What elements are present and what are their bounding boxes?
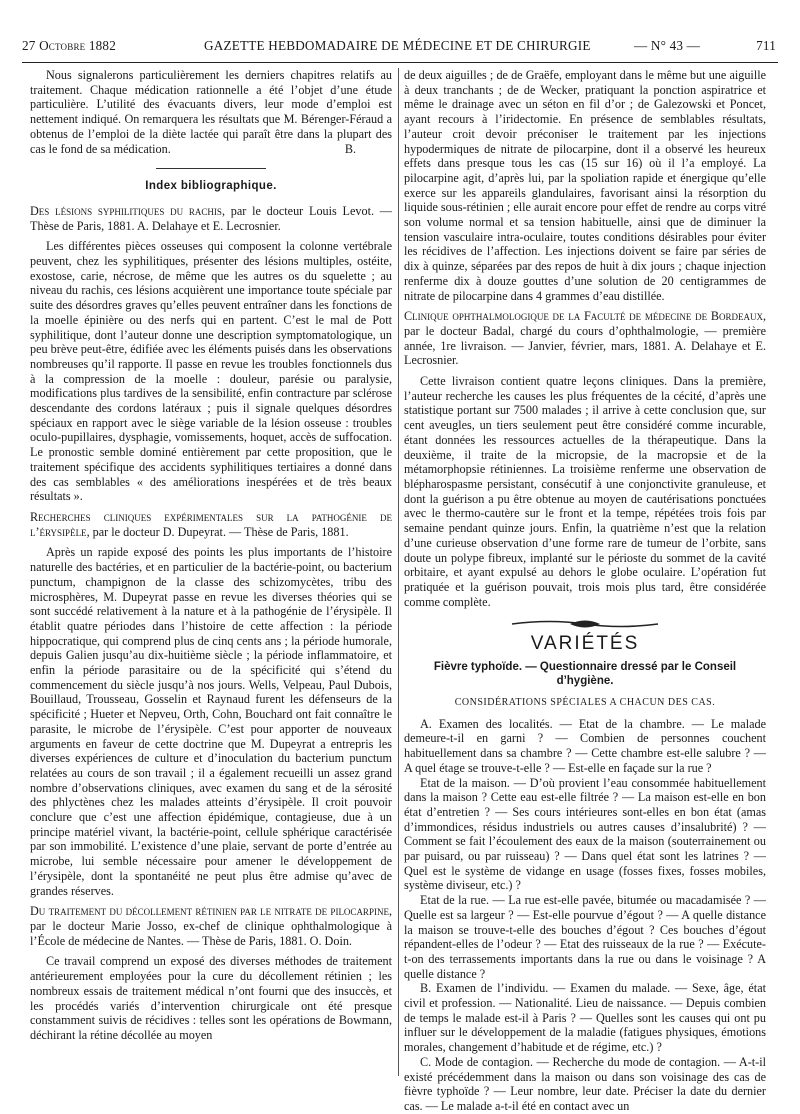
entry-citation-levot: , par le docteur Louis Levot. — Thèse de Paris, 1881. A. Delahaye et E. Lecrosnier. [30, 203, 392, 233]
entry-title-josso: Du traitement du décollement rétinien par le nitrate de pilocarpine [30, 904, 389, 919]
entry-body-josso: Ce travail comprend un exposé des diverses méthodes de traitement antérieurement employées pour la cure du décollement rétinien ; les nombreux essais de traitement médical n’ont fourni que des insuccès, et les procédés variés d’intervention chirurgicale ont été presque constamment suivis de récidives : telles sont les opérations de Bowmann, déchirant la rétine décollée au moyen [30, 954, 392, 1042]
entry-heading-dupeyrat [30, 510, 392, 539]
left-column [30, 68, 392, 1076]
paragraph-rue: Etat de la rue. — La rue est-elle pavée, bitumée ou macadamisée ? — Quelle est sa largeur ? — Est-elle pourvue d’égout ? — A quelle distance la maison se trouve-t-elle des bouches d’égout ? Ces bouches d’égout répandent-elles de l’odeur ? — Etat des ruisseaux de la rue ? — Exécute-t-on des terrassements importants dans la rue ou dans le voisinage ? A quelle distance ? [404, 893, 766, 981]
entry-citation-badal: , par le docteur Badal, chargé du cours d’ophthalmologie, — première année, 1re livraison. — Janvier, février, mars, 1881. A. Delahaye et E. Lecrosnier. [404, 309, 766, 368]
right-column [404, 68, 766, 1113]
considerations-subheading: CONSIDÉRATIONS SPÉCIALES A CHACUN DES CAS. [454, 697, 716, 709]
header-rule [22, 62, 778, 63]
entry-citation-josso: , par le docteur Marie Josso, ex-chef de clinique ophthalmologique à l’École de médecine de Nantes. — Thèse de Paris, 1881. O. Doin. [30, 904, 392, 948]
varietes-heading: VARIÉTÉS [530, 633, 640, 655]
paragraph-individu: B. Examen de l’individu. — Examen du malade. — Sexe, âge, état civil et profession. — Nationalité. Lieu de naissance. — Depuis combien de temps le malade est-il à Paris ? — Quelles sont les causes qui ont pu influer sur le développement de la maladie (fatigues physiques, émotions morales, changement d’habitude et de régime, etc.) ? [404, 981, 766, 1055]
fievre-typhoide-heading: Fièvre typhoïde. — Questionnaire dressé par le Conseil d’hygiène. [433, 661, 737, 688]
issue-number: — N° 43 — [634, 38, 701, 53]
running-header [22, 38, 778, 60]
entry-body-badal: Cette livraison contient quatre leçons cliniques. Dans la première, l’auteur recherche les causes les plus fréquentes de la cécité, d’après une statistique portant sur 7500 malades ; il arrive à cette conclusion que, sur cent aveugles, un tiers seulement peut être considéré comme incurable, étant données les ressources actuelles de la thérapeutique. Dans la deuxième, il traite de la micropsie, de la macropsie et de la métamorphopsie rétiniennes. La troisième renferme une observation de blépharospasme persistant, consécutif à une conjonctivite granuleuse, et dont la guérison a pu être obtenue au moyen de cautérisations ponctuées avec le thermo-cautère sur le front et la tempe, répétées trois fois par semaine pendant quinze jours. Enfin, la quatrième n’est que la relation d’une curieuse observation d’une forme rare de tumeur de l’orbite, sans doute un polype fibreux, implanté sur le périoste du sommet de la cavité orbitaire, et ayant expulsé au dehors le globe oculaire. L’opération fut pratiquée et la guérison pouvait, trois mois plus tard, être considérée comme complète. [404, 374, 766, 609]
entry-title-dupeyrat: Recherches cliniques expérimentales sur la pathogénie de l’érysipèle [30, 510, 392, 539]
entry-heading-badal [404, 309, 766, 368]
entry-heading-levot [30, 204, 392, 233]
index-title: Index bibliographique. [145, 180, 277, 193]
entry-body-levot: Les différentes pièces osseuses qui composent la colonne vertébrale peuvent, chez les syphilitiques, présenter des lésions multiples, ostéite, exostose, carie, nécrose, de même que les autres os du squelette ; au niveau du rachis, ces lésions acquièrent une importance toute spéciale par suite des désordres graves qu’elles peuvent entraîner dans les fonctions de la moelle épinière ou des nerfs qui en partent. C’est le mal de Pott syphilitique, dont l’auteur donne une description symptomatologique, un peu brève peut-être, édifiée avec les éléments puisés dans les observations nombreuses qu’il rapporte. Il passe en revue les troubles fonctionnels dus à la compression de la moelle : douleur, parésie ou paralysie, modifications plus tardives de la sensibilité, enfin contracture par sclérose descendante des cordons latéraux ; puis il signale quelques désordres spéciaux en rapport avec le siège variable de la lésion osseuse : troubles oculo-pupillaires, dysphagie, vomissements, hoquet, accès de suffocation. Le pronostic semble dominé entièrement par cette proposition, que le traitement spécifique des accidents syphilitiques tertiaires a donné dans des cas semblables « des améliorations inespérées et de très beaux résultats ». [30, 239, 392, 504]
page-number: 711 [756, 38, 776, 53]
journal-title: GAZETTE HEBDOMADAIRE DE MÉDECINE ET DE CHIRURGIE [204, 38, 591, 53]
entry-citation-dupeyrat: , par le docteur D. Dupeyrat. — Thèse de Paris, 1881. [86, 524, 349, 539]
intro-paragraph: Nous signalerons particulièrement les derniers chapitres relatifs au traitement. Chaque médication rationnelle a été l’objet d’une étude particulière. L’utilité des évacuants divers, leur mode d’emploi est nettement indiqué. On remarquera les résultats que M. Bérenger-Féraud a obtenus de l’emploi de la diète lactée qui paraît être dans la plupart des cas le fond de sa médication. [30, 68, 392, 156]
intro-signature: B. [344, 141, 356, 156]
entry-body-dupeyrat: Après un rapide exposé des points les plus importants de l’histoire naturelle des bactéries, et en particulier de la bactérie-point, ou bacterium punctum, champignon de la classe des schizomycètes, tribu des microsphères, M. Dupeyrat passe en revue les diverses théories qui se sont succédé relativement à la nature et à la pathogénie de l’érysipèle. Il établit quatre périodes dans l’histoire de cette affection : la période hippocratique, qui comprend plus de cinq cents ans ; la période humorale, depuis Galien jusqu’au dix-huitième siècle ; la période inflammatoire, et enfin la période parasitaire ou de la spécificité qui s’étend du commencement du siècle jusqu’à nos jours. Wells, Velpeau, Paul Dubois, Bouillaud, Trousseau, Gosselin et Raynaud furent les défenseurs de la spécificité ; Hueter et Nepveu, Orth, Cohn, Bouchard ont fait connaître le parasite, le microbe de l’érysipèle. C’est pour apporter de nouveaux arguments en faveur de cette doctrine que M. Dupeyrat a entrepris les diverses expériences de culture et d’inoculation du bacterium punctum relatées au cours de son travail ; il a également recueilli un assez grand nombre d’observations cliniques, avec examen du sang et de la sérosité des phlyctènes chez les malades atteints d’érysipèle. Il croit pouvoir conclure que c’est une affection épidémique, contagieuse, due à un principe matériel vivant, la bactérie-point, cellule sphérique caractérisée par son immobilité. L’existence d’une plaie, servant de porte d’entrée au microbe, lui semble nécessaire pour amener le développement de l’érysipèle, dont la spontanéité ne peut plus être admise qu’avec de grandes réserves. [30, 545, 392, 898]
paragraph-contagion: C. Mode de contagion. — Recherche du mode de contagion. — A-t-il existé précédemment dans la maison ou dans son voisinage des cas de fièvre typhoïde ? — Leur nombre, leur date. Préciser la date du dernier cas. — Le malade a-t-il été en contact avec un [404, 1054, 766, 1113]
paragraph-localites: A. Examen des localités. — Etat de la chambre. — Le malade demeure-t-il en garni ? — Combien de personnes couchent habituellement dans sa chambre ? — Cette chambre est-elle salubre ? — A quel étage se trouve-t-elle ? — Est-elle en façade sur la rue ? [404, 716, 766, 775]
section-rule [156, 168, 266, 169]
paragraph-maison: Etat de la maison. — D’où provient l’eau consommée habituellement dans la maison ? Cette eau est-elle filtrée ? — La maison est-elle en bon état d’entretien ? — Ses cours intérieures sont-elles en bon état (amas d’immondices, résidus industriels ou autres causes d’insalubrité) ? — Comment se fait l’écoulement des eaux de la maison (souterrainement ou par puisard, ou par ruisseau) ? — Dans quel état sont les latrines ? — Quel est le système de vidange en usage (fosses fixes, fosses mobiles, système diviseur, etc.) ? [404, 775, 766, 893]
entry-title-levot: Des lésions syphilitiques du rachis [30, 203, 222, 218]
column-divider [398, 68, 399, 1076]
entry-body-josso-continued: de deux aiguilles ; de de Graëfe, employant dans le même but une aiguille à deux tranchants ; de de Wecker, pratiquant la ponction aspiratrice et même le drainage avec un séton en fil d’or ; de Galezowski et Poncet, ayant recours à l’iridectomie. En présence de semblables résultats, l’auteur croit devoir préconiser le traitement par les injections hypodermiques de nitrate de pilocarpine, dont il a observé les heureux effets dans presque tous les cas (15 sur 16) où il l’a employé. La pilocarpine agit, d’après lui, par la spoliation rapide et énergique qu’elle exerce sur les appareils glandulaires, favorisant ainsi la résorption du liquide sous-rétinien ; elle aurait encore pour effet de rendre au corps vitré son volume normal et sa tension habituelle, ainsi que de diminuer la tension vasculaire intra-oculaire, toutes conditions désirables pour éviter les récidives de l’affection. Les injections doivent se faire par séries de dix à quinze, séparées par des repos de huit à dix jours ; chaque injection renferme dix à douze gouttes d’une solution de 20 centigrammes de nitrate de pilocarpine dans 4 grammes d’eau distillée. [404, 68, 766, 303]
entry-heading-josso [30, 904, 392, 948]
issue-date: 27 Octobre 1882 [22, 38, 117, 53]
ornament-divider-icon [510, 617, 660, 631]
entry-title-badal: Clinique ophthalmologique de la Faculté de médecine de Bordeaux [404, 309, 763, 324]
